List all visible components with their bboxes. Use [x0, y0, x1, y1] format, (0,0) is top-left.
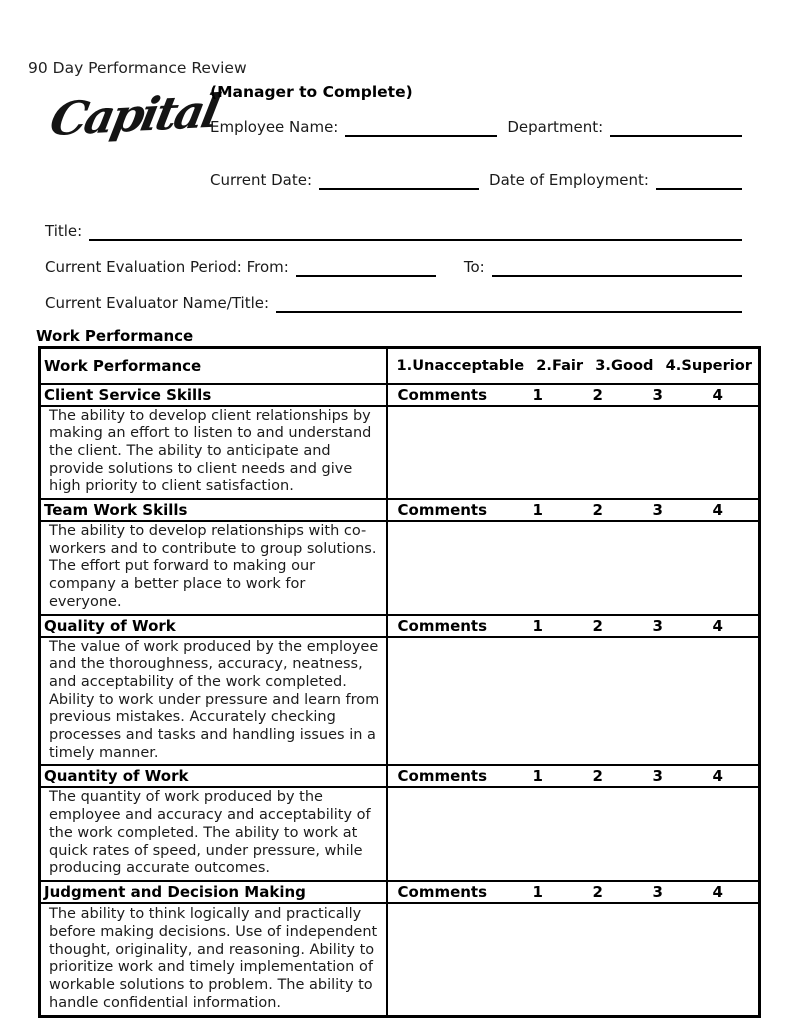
rating-scale-superior: 4.Superior [665, 357, 752, 375]
rating-number-3: 3 [652, 882, 663, 901]
comments-entry-area[interactable] [387, 787, 760, 881]
skill-header-row [40, 384, 760, 406]
rating-scale-fair: 2.Fair [536, 357, 584, 375]
manager-to-complete-heading: (Manager to Complete) [210, 83, 413, 101]
rating-scale-good: 3.Good [595, 357, 654, 375]
period-from-input-line[interactable] [296, 261, 436, 277]
rating-number-2: 2 [592, 616, 603, 635]
employee-name-label: Employee Name: [210, 118, 339, 136]
rating-scale-legend [397, 357, 753, 374]
comments-entry-area[interactable] [387, 903, 760, 1017]
to-label: To: [463, 258, 485, 276]
skill-description: The ability to think logically and practically before making decisions. Use of independent thought, originality, and reasoning. Ability to prioritize work and timely implementation of workable solutions to problem. The ability to handle confidential information. [40, 903, 387, 1017]
employee-name-input-line[interactable] [345, 121, 497, 137]
skill-description: The ability to develop client relationships by making an effort to listen to and understand the client. The ability to anticipate and provide solutions to client needs and give high priority to client satisfaction. [40, 406, 387, 500]
date-of-employment-label: Date of Employment: [489, 171, 649, 189]
department-input-line[interactable] [610, 121, 742, 137]
evaluation-period-label: Current Evaluation Period: From: [45, 258, 289, 276]
comments-label: Comments [397, 385, 488, 404]
header-form-block [210, 83, 742, 190]
comments-label: Comments [397, 882, 488, 901]
skill-name: Judgment and Decision Making [40, 881, 387, 903]
work-performance-section-heading: Work Performance [36, 327, 194, 345]
skill-rating-header-cell [387, 765, 760, 787]
skill-description: The ability to develop relationships with co-workers and to contribute to group solutions. The effort put forward to making our company a better place to work for everyone. [40, 521, 387, 615]
comments-entry-area[interactable] [387, 406, 760, 500]
skill-description-row [40, 406, 760, 500]
title-label: Title: [45, 222, 83, 240]
rating-scale-unacceptable: 1.Unacceptable [396, 357, 525, 375]
comments-label: Comments [397, 501, 488, 520]
rating-number-3: 3 [652, 616, 663, 635]
skill-header-row [40, 615, 760, 637]
table-header-row [40, 348, 760, 384]
title-input-line[interactable] [89, 225, 742, 241]
document-title: 90 Day Performance Review [28, 59, 247, 77]
evaluator-row [45, 292, 742, 313]
rating-number-1: 1 [532, 385, 543, 404]
rating-number-1: 1 [532, 616, 543, 635]
rating-number-2: 2 [592, 385, 603, 404]
skill-name: Client Service Skills [40, 384, 387, 406]
current-date-input-line[interactable] [319, 174, 479, 190]
skill-description-row [40, 637, 760, 766]
skill-header-row [40, 499, 760, 521]
skill-rating-header-cell [387, 384, 760, 406]
skill-rating-header-cell [387, 615, 760, 637]
work-performance-table [38, 346, 761, 1018]
department-label: Department: [507, 118, 604, 136]
skill-header-row [40, 765, 760, 787]
skill-description: The value of work produced by the employee and the thoroughness, accuracy, neatness, and acceptability of the work completed. Ability to work under pressure and learn from previous mistakes. Accurately checking processes and tasks and handling issues in a timely manner. [40, 637, 387, 766]
rating-number-4: 4 [712, 501, 723, 520]
comments-entry-area[interactable] [387, 521, 760, 615]
comments-label: Comments [397, 616, 488, 635]
rating-number-1: 1 [532, 767, 543, 786]
employee-department-row [210, 116, 742, 137]
table-header-col1: Work Performance [40, 348, 387, 384]
rating-number-2: 2 [592, 767, 603, 786]
skill-header-row [40, 881, 760, 903]
skill-name: Quantity of Work [40, 765, 387, 787]
title-evaluation-block [45, 220, 742, 328]
rating-number-4: 4 [712, 767, 723, 786]
rating-number-2: 2 [592, 882, 603, 901]
table-header-ratings-cell [387, 348, 760, 384]
dates-row [210, 169, 742, 190]
rating-number-4: 4 [712, 616, 723, 635]
skill-description: The quantity of work produced by the employee and accuracy and acceptability of the work completed. The ability to work at quick rates of speed, under pressure, while producing accurate outcomes. [40, 787, 387, 881]
period-to-input-line[interactable] [492, 261, 742, 277]
skill-description-row [40, 787, 760, 881]
skill-description-row [40, 903, 760, 1017]
evaluation-period-row [45, 256, 742, 277]
comments-entry-area[interactable] [387, 637, 760, 766]
title-row [45, 220, 742, 241]
evaluator-input-line[interactable] [276, 297, 742, 313]
current-date-label: Current Date: [210, 171, 313, 189]
date-of-employment-input-line[interactable] [656, 174, 742, 190]
comments-label: Comments [397, 767, 488, 786]
rating-number-3: 3 [652, 767, 663, 786]
skill-rating-header-cell [387, 881, 760, 903]
rating-number-4: 4 [712, 882, 723, 901]
skill-name: Team Work Skills [40, 499, 387, 521]
rating-number-4: 4 [712, 385, 723, 404]
capital-logo: Capital [45, 83, 222, 147]
evaluator-label: Current Evaluator Name/Title: [45, 294, 270, 312]
rating-number-2: 2 [592, 501, 603, 520]
rating-number-3: 3 [652, 501, 663, 520]
rating-number-3: 3 [652, 385, 663, 404]
rating-number-1: 1 [532, 501, 543, 520]
skill-name: Quality of Work [40, 615, 387, 637]
skill-rating-header-cell [387, 499, 760, 521]
rating-number-1: 1 [532, 882, 543, 901]
skill-description-row [40, 521, 760, 615]
